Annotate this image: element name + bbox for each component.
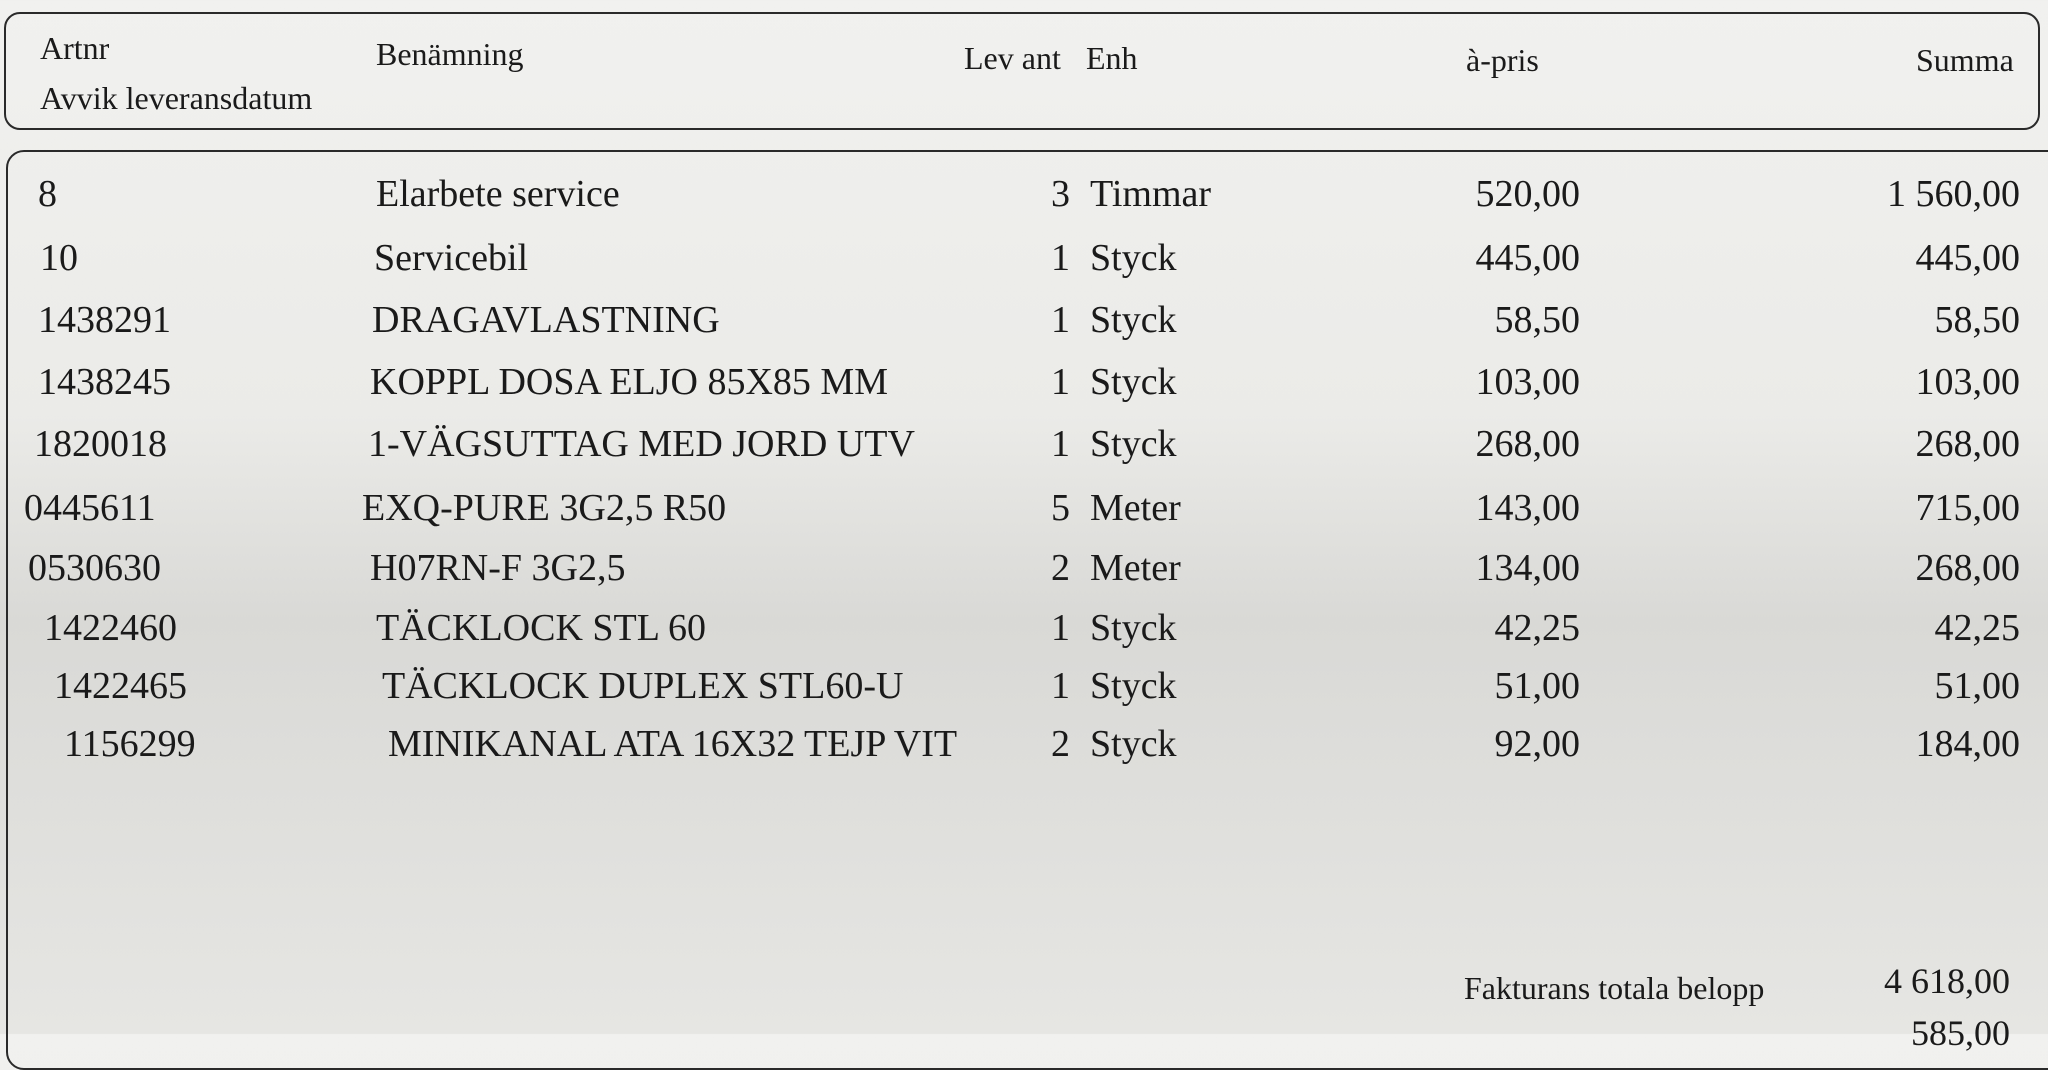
row-unit-price: 51,00: [1494, 665, 1580, 707]
row-sum: 268,00: [1915, 423, 2020, 465]
row-benamning: Servicebil: [374, 237, 529, 279]
row-unit: Timmar: [1090, 173, 1212, 215]
header-benamning: Benämning: [376, 36, 524, 72]
header-enh: Enh: [1086, 40, 1138, 76]
row-artnr: 1156299: [64, 723, 196, 765]
row-artnr: 0445611: [24, 487, 156, 529]
row-quantity: 1: [1051, 423, 1070, 465]
invoice-items-box: [6, 150, 2048, 1070]
row-unit-price: 143,00: [1475, 487, 1580, 529]
row-unit: Styck: [1090, 299, 1177, 341]
invoice-total-label: Fakturans totala belopp: [1464, 970, 1765, 1006]
row-unit: Styck: [1090, 423, 1177, 465]
row-unit-price: 445,00: [1475, 237, 1580, 279]
header-avvik-leveransdatum: Avvik leveransdatum: [40, 80, 313, 116]
row-artnr: 1438245: [38, 361, 171, 403]
row-benamning: TÄCKLOCK DUPLEX STL60-U: [382, 665, 904, 707]
row-unit: Meter: [1090, 547, 1181, 589]
row-unit: Styck: [1090, 237, 1177, 279]
row-artnr: 10: [40, 237, 78, 279]
row-artnr: 1422460: [44, 607, 177, 649]
row-unit-price: 58,50: [1494, 299, 1580, 341]
row-sum: 103,00: [1915, 361, 2020, 403]
row-artnr: 1438291: [38, 299, 171, 341]
row-unit-price: 103,00: [1475, 361, 1580, 403]
row-artnr: 1422465: [54, 665, 187, 707]
row-unit-price: 134,00: [1475, 547, 1580, 589]
row-sum: 51,00: [1934, 665, 2020, 707]
row-quantity: 1: [1051, 299, 1070, 341]
row-benamning: EXQ-PURE 3G2,5 R50: [362, 487, 727, 529]
row-quantity: 1: [1051, 665, 1070, 707]
header-a-pris: à-pris: [1466, 42, 1539, 78]
row-benamning: KOPPL DOSA ELJO 85X85 MM: [370, 361, 888, 403]
row-quantity: 1: [1051, 607, 1070, 649]
row-unit: Styck: [1090, 361, 1177, 403]
row-sum: 1 560,00: [1887, 173, 2020, 215]
row-benamning: DRAGAVLASTNING: [372, 299, 720, 341]
row-unit-price: 520,00: [1475, 173, 1580, 215]
row-unit-price: 92,00: [1494, 723, 1580, 765]
row-artnr: 8: [38, 173, 57, 215]
row-quantity: 2: [1051, 723, 1070, 765]
row-unit-price: 268,00: [1475, 423, 1580, 465]
row-sum: 42,25: [1934, 607, 2020, 649]
row-benamning: 1-VÄGSUTTAG MED JORD UTV: [368, 423, 915, 465]
row-quantity: 2: [1051, 547, 1070, 589]
header-lev-ant: Lev ant: [964, 40, 1061, 76]
header-artnr: Artnr: [40, 30, 110, 66]
row-unit: Styck: [1090, 665, 1177, 707]
row-unit: Styck: [1090, 607, 1177, 649]
header-summa: Summa: [1916, 42, 2014, 78]
row-unit-price: 42,25: [1494, 607, 1580, 649]
row-sum: 184,00: [1915, 723, 2020, 765]
row-quantity: 3: [1051, 173, 1070, 215]
row-artnr: 1820018: [34, 423, 167, 465]
row-sum: 715,00: [1915, 487, 2020, 529]
row-benamning: MINIKANAL ATA 16X32 TEJP VIT: [388, 723, 958, 765]
row-quantity: 5: [1051, 487, 1070, 529]
invoice-total-value: 4 618,00: [1884, 961, 2010, 1001]
row-quantity: 1: [1051, 361, 1070, 403]
row-unit: Styck: [1090, 723, 1177, 765]
row-benamning: Elarbete service: [376, 173, 620, 215]
row-quantity: 1: [1051, 237, 1070, 279]
row-benamning: TÄCKLOCK STL 60: [376, 607, 707, 649]
next-total-value: 585,00: [1911, 1013, 2010, 1053]
row-unit: Meter: [1090, 487, 1181, 529]
row-artnr: 0530630: [28, 547, 161, 589]
row-benamning: H07RN-F 3G2,5: [370, 547, 626, 589]
row-sum: 58,50: [1934, 299, 2020, 341]
row-sum: 268,00: [1915, 547, 2020, 589]
row-sum: 445,00: [1915, 237, 2020, 279]
